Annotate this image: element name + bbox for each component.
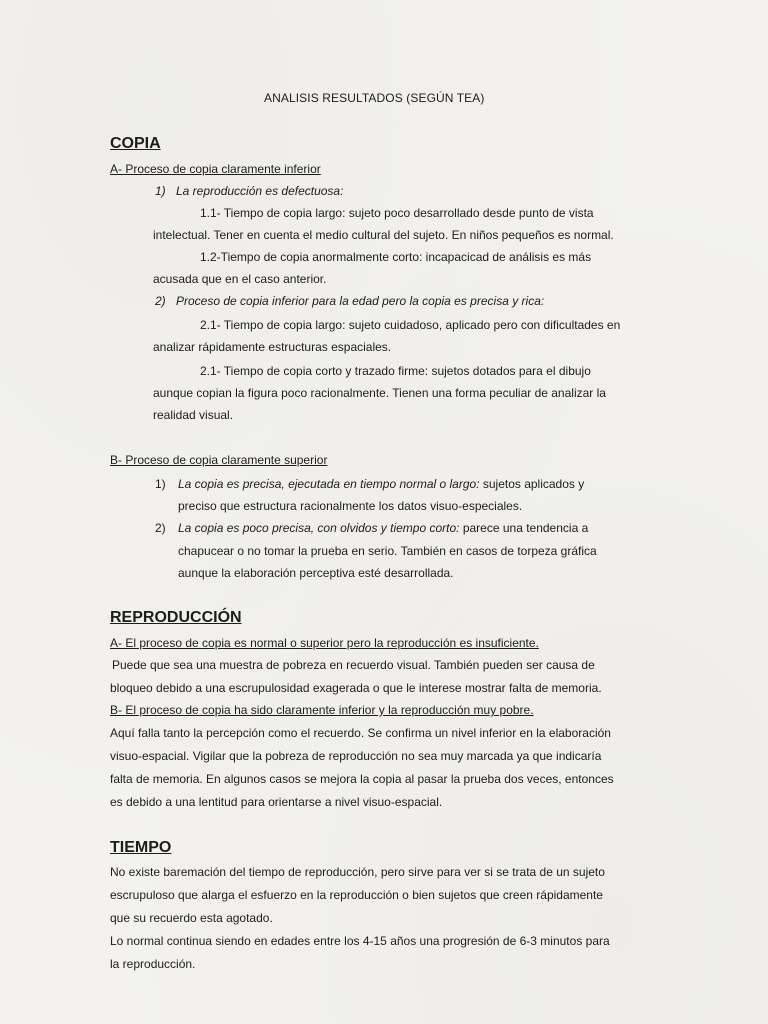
copia-a-heading: A- Proceso de copia claramente inferior (110, 162, 321, 176)
copia-a11-line2: intelectual. Tener en cuenta el medio cultural del sujeto. En niños pequeños es normal. (153, 228, 614, 242)
copia-b1-rest: sujetos aplicados y (479, 477, 585, 491)
copia-a22-line3: realidad visual. (153, 408, 234, 422)
copia-b1-label: 1) (155, 477, 166, 491)
tiempo-line2: escrupuloso que alarga el esfuerzo en la reproducción o bien sujetos que creen rápidamente (110, 888, 603, 902)
reproduccion-a-line2: bloqueo debido a una escrupulosidad exagerada o que le interese mostrar falta de memoria. (110, 681, 602, 695)
copia-b1-italic: La copia es precisa, ejecutada en tiempo normal o largo: (178, 477, 480, 491)
tiempo-line1: No existe baremación del tiempo de reproducción, pero sirve para ver si se trata de un sujeto (110, 865, 605, 879)
copia-b2-line2: chapucear o no tomar la prueba en serio. También en casos de torpeza gráfica (178, 544, 597, 558)
copia-b2-rest: parece una tendencia a (459, 521, 589, 535)
copia-b2-line1 (178, 520, 588, 536)
reproduccion-b-line1: Aquí falla tanto la percepción como el recuerdo. Se confirma un nivel inferior en la elaboración (110, 726, 611, 740)
reproduccion-b-line3: falta de memoria. En algunos casos se mejora la copia al pasar la prueba dos veces, entonces (110, 772, 614, 786)
copia-a21-line1: 2.1- Tiempo de copia largo: sujeto cuidadoso, aplicado pero con dificultades en (200, 318, 621, 332)
document-title: ANALISIS RESULTADOS (SEGÚN TEA) (264, 91, 485, 105)
tiempo-line4: Lo normal continua siendo en edades entre los 4-15 años una progresión de 6-3 minutos para (110, 934, 610, 948)
heading-reproduccion: REPRODUCCIÓN (110, 609, 242, 626)
copia-b-heading: B- Proceso de copia claramente superior (110, 453, 328, 467)
copia-a2-label: 2) (155, 294, 166, 308)
copia-a12-line1: 1.2-Tiempo de copia anormalmente corto: incapacicad de análisis es más (200, 250, 592, 264)
copia-b2-italic: La copia es poco precisa, con olvidos y tiempo corto: (178, 521, 460, 535)
copia-b2-label: 2) (155, 521, 166, 535)
copia-a22-line1: 2.1- Tiempo de copia corto y trazado firme: sujetos dotados para el dibujo (200, 364, 591, 378)
tiempo-line5: la reproducción. (110, 957, 196, 971)
tiempo-line3: que su recuerdo esta agotado. (110, 911, 273, 925)
copia-b1-line2: preciso que estructura racionalmente los datos visuo-especiales. (178, 499, 523, 513)
copia-b1-line1 (178, 476, 584, 492)
reproduccion-b-heading: B- El proceso de copia ha sido claramente inferior y la reproducción muy pobre. (110, 703, 534, 717)
copia-a22-line2: aunque copian la figura poco racionalmente. Tienen una forma peculiar de analizar la (153, 386, 606, 400)
copia-a2-text: Proceso de copia inferior para la edad pero la copia es precisa y rica: (176, 294, 545, 308)
copia-a1-text: La reproducción es defectuosa: (176, 184, 344, 198)
heading-copia: COPIA (110, 135, 161, 152)
reproduccion-a-heading: A- El proceso de copia es normal o superior pero la reproducción es insuficiente. (110, 636, 539, 650)
copia-a1-label: 1) (155, 184, 166, 198)
heading-tiempo: TIEMPO (110, 839, 172, 856)
copia-a21-line2: analizar rápidamente estructuras espaciales. (153, 340, 392, 354)
copia-b2-line3: aunque la elaboración perceptiva esté desarrollada. (178, 566, 454, 580)
reproduccion-b-line2: visuo-espacial. Vigilar que la pobreza de reproducción no sea muy marcada ya que indicaría (110, 749, 602, 763)
copia-a12-line2: acusada que en el caso anterior. (153, 272, 327, 286)
reproduccion-a-line1: Puede que sea una muestra de pobreza en recuerdo visual. También pueden ser causa de (112, 658, 595, 672)
reproduccion-b-line4: es debido a una lentitud para orientarse a nivel visuo-espacial. (110, 795, 443, 809)
copia-a11-line1: 1.1- Tiempo de copia largo: sujeto poco desarrollado desde punto de vista (200, 206, 594, 220)
